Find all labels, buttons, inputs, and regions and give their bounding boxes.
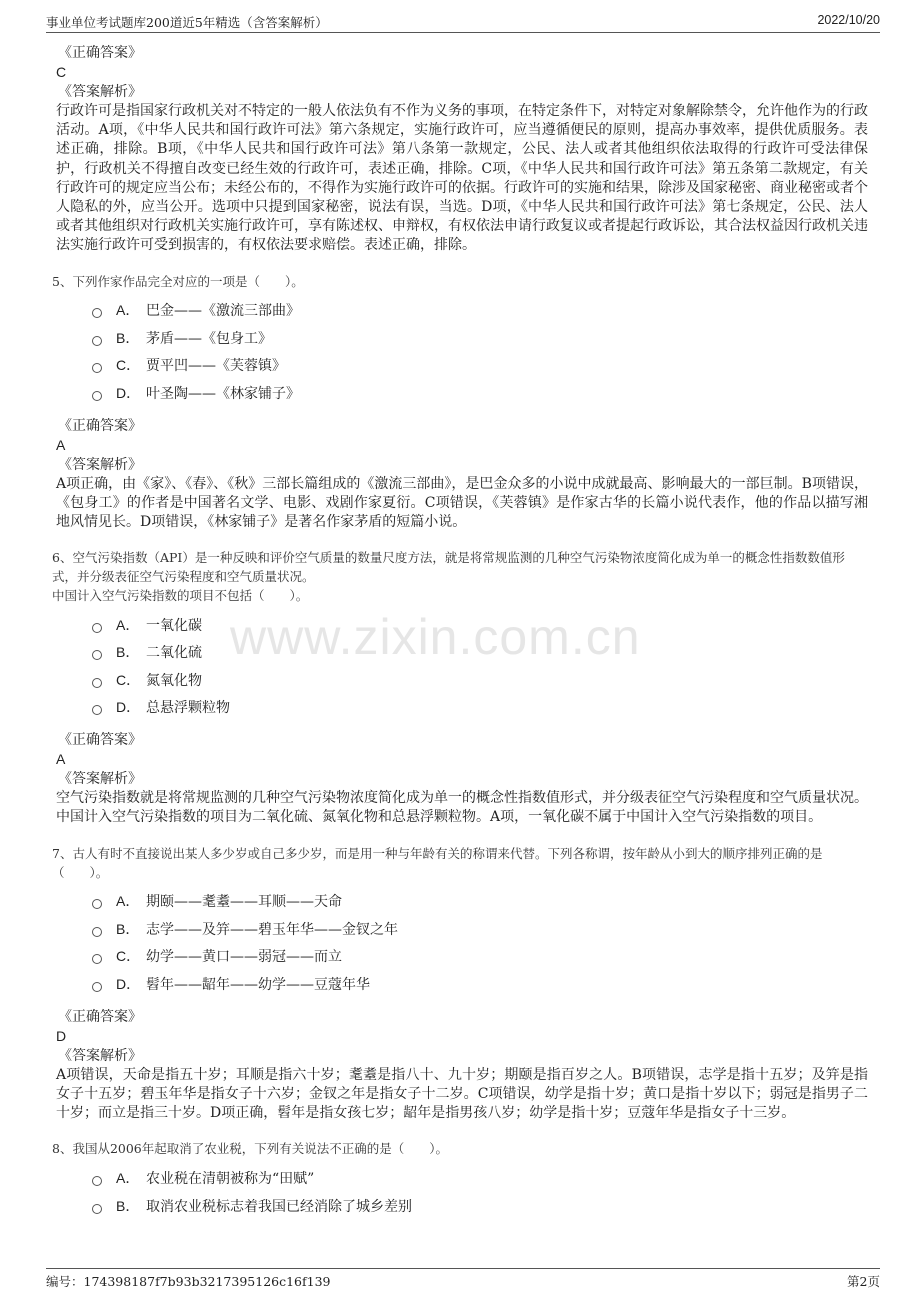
page-header <box>46 12 880 33</box>
question-text: 5、下列作家作品完全对应的一项是（ ）。 <box>52 273 304 289</box>
explanation-label: 《答案解析》 <box>58 771 142 788</box>
question-5 <box>52 272 868 533</box>
correct-answer: A <box>56 436 66 453</box>
option-letter: C． <box>116 948 141 965</box>
option-text: 氮氧化物 <box>146 672 202 689</box>
option-b[interactable] <box>92 639 868 667</box>
option-letter: A． <box>116 302 140 319</box>
option-c[interactable] <box>92 352 868 380</box>
option-text: 巴金——《激流三部曲》 <box>146 303 300 320</box>
explanation-label: 《答案解析》 <box>58 84 142 100</box>
option-c[interactable] <box>92 943 868 971</box>
option-d[interactable] <box>92 379 868 407</box>
option-text: 一氧化碳 <box>146 617 202 634</box>
option-d[interactable] <box>92 694 868 722</box>
option-text: 农业税在清朝被称为“田赋” <box>146 1171 315 1187</box>
radio-icon[interactable] <box>92 899 102 909</box>
option-text: 髫年——龆年——幼学——豆蔻年华 <box>146 976 370 993</box>
option-letter: C． <box>116 671 141 688</box>
option-b[interactable] <box>92 1192 868 1220</box>
explanation-text: 行政许可是指国家行政机关对不特定的一般人依法负有不作为义务的事项，在特定条件下，对特定对象解除禁令，允许他作为的行政活动。A项，《中华人民共和国行政许可法》第六条规定，实施行政许可，应当遵循便民的原则，提高办事效率，提供优质服务。表述正确，排除。B项，《中华人民共和国行政许可法》第八条第一款规定，公民、法人或者其他组织依法取得的行政许可受法律保护，行政机关不得擅自改变已经生效的行政许可，表述正确，排除。C项，《中华人民共和国行政许可法》第五条第二款规定，有关行政许可的规定应当公布；未经公布的，不得作为实施行政许可的依据。行政许可的实施和结果，除涉及国家秘密、商业秘密或者个人隐私的外，应当公开。选项中只提到国家秘密，说法有误，当选。D项，《中华人民共和国行政许可法》第七条规定，公民、法人或者其他组织对行政机关实施行政许可，享有陈述权、申辩权，有权依法申请行政复议或者提起行政诉讼，其合法权益因行政机关违法实施行政许可受到损害的，有权依法要求赔偿。表述正确，排除。 <box>56 103 868 254</box>
page-number: 第2页 <box>847 1274 880 1289</box>
question-text: 8、我国从2006年起取消了农业税，下列有关说法不正确的是（ ）。 <box>52 1141 449 1157</box>
option-a[interactable] <box>92 611 868 639</box>
option-letter: A． <box>116 893 140 910</box>
option-letter: C． <box>116 357 141 374</box>
option-text: 志学——及笄——碧玉年华——金钗之年 <box>146 921 398 938</box>
correct-answer-label: 《正确答案》 <box>58 417 142 434</box>
radio-icon[interactable] <box>92 705 102 715</box>
option-letter: B． <box>116 920 140 937</box>
option-c[interactable] <box>92 666 868 694</box>
radio-icon[interactable] <box>92 650 102 660</box>
page-footer <box>46 1268 880 1289</box>
explanation-text: A项正确，由《家》、《春》、《秋》三部长篇组成的《激流三部曲》，是巴金众多的小说中成就最高、影响最大的一部巨制。B项错误，《包身工》的作者是中国著名文学、电影、戏剧作家夏衍。C项错误，《芙蓉镇》是作家古华的长篇小说代表作，他的作品以描写湘地风情见长。D项错误，《林家铺子》是著名作家茅盾的短篇小说。 <box>56 475 868 531</box>
option-letter: D． <box>116 699 141 716</box>
answer-block-q4 <box>56 44 868 256</box>
correct-answer: C <box>56 64 67 80</box>
radio-icon[interactable] <box>92 308 102 318</box>
question-text: 7、古人有时不直接说出某人多少岁或自己多少岁，而是用一种与年龄有关的称谓来代替。下列各称谓，按年龄从小到大的顺序排列正确的是（ ）。 <box>52 845 823 880</box>
correct-answer-label: 《正确答案》 <box>58 45 142 61</box>
radio-icon[interactable] <box>92 954 102 964</box>
explanation-text: A项错误，天命是指五十岁；耳顺是指六十岁；耄耋是指八十、九十岁；期颐是指百岁之人。B项错误，志学是指十五岁；及笄是指女子十五岁；碧玉年华是指女子十六岁；金钗之年是指女子十二岁。C项错误，幼学是指十岁；黄口是指十岁以下；弱冠是指男子二十岁；而立是指三十岁。D项正确，髫年是指女孩七岁；龆年是指男孩八岁；幼学是指十岁；豆蔻年华是指女子十三岁。 <box>56 1066 868 1122</box>
option-d[interactable] <box>92 970 868 998</box>
option-letter: A． <box>116 1170 140 1186</box>
option-text: 取消农业税标志着我国已经消除了城乡差别 <box>146 1198 412 1215</box>
option-b[interactable] <box>92 324 868 352</box>
question-6 <box>52 548 868 827</box>
radio-icon[interactable] <box>92 678 102 688</box>
option-letter: B． <box>116 644 140 661</box>
serial-number: 编号：174398187f7b93b3217395126c16f139 <box>46 1274 331 1289</box>
explanation-text: 空气污染指数就是将常规监测的几种空气污染物浓度简化成为单一的概念性指数值形式，并分级表征空气污染程度和空气质量状况。中国计入空气污染指数的项目为二氧化硫、氮氧化物和总悬浮颗粒物。A项，一氧化碳不属于中国计入空气污染指数的项目。 <box>56 790 868 826</box>
option-letter: D． <box>116 975 141 992</box>
document-date: 2022/10/20 <box>817 13 880 27</box>
radio-icon[interactable] <box>92 391 102 401</box>
radio-icon[interactable] <box>92 623 102 633</box>
question-7 <box>52 844 868 1124</box>
option-text: 二氧化硫 <box>146 645 202 662</box>
option-letter: B． <box>116 1197 140 1214</box>
option-text: 幼学——黄口——弱冠——而立 <box>146 949 342 966</box>
option-text: 总悬浮颗粒物 <box>146 700 230 717</box>
option-text: 贾平凹——《芙蓉镇》 <box>146 358 286 375</box>
correct-answer: D <box>56 1027 67 1044</box>
option-a[interactable] <box>92 888 868 916</box>
watermark: www.zixin.com.cn <box>230 609 641 665</box>
option-a[interactable] <box>92 297 868 325</box>
main-content <box>52 44 868 1229</box>
option-text: 期颐——耄耋——耳顺——天命 <box>146 894 342 911</box>
explanation-label: 《答案解析》 <box>58 1047 142 1064</box>
options-list <box>92 1164 868 1219</box>
radio-icon[interactable] <box>92 982 102 992</box>
explanation-label: 《答案解析》 <box>58 456 142 473</box>
correct-answer-label: 《正确答案》 <box>58 732 142 749</box>
option-text: 叶圣陶——《林家铺子》 <box>146 385 300 402</box>
option-letter: D． <box>116 384 141 401</box>
question-text: 6、空气污染指数（API）是一种反映和评价空气质量的数量尺度方法，就是将常规监测的几种空气污染物浓度简化成为单一的概念性指数数值形式，并分级表征空气污染程度和空气质量状况。 <box>52 550 845 585</box>
question-8 <box>52 1139 868 1219</box>
option-b[interactable] <box>92 915 868 943</box>
options-list <box>92 611 868 721</box>
option-letter: B． <box>116 329 140 346</box>
correct-answer: A <box>56 751 66 768</box>
options-list <box>92 888 868 998</box>
option-text: 茅盾——《包身工》 <box>146 330 272 347</box>
options-list <box>92 297 868 407</box>
document-title: 事业单位考试题库200道近5年精选（含答案解析） <box>46 15 328 30</box>
option-letter: A． <box>116 616 140 633</box>
option-a[interactable] <box>92 1164 868 1192</box>
radio-icon[interactable] <box>92 927 102 937</box>
radio-icon[interactable] <box>92 1204 102 1214</box>
radio-icon[interactable] <box>92 363 102 373</box>
radio-icon[interactable] <box>92 1176 102 1186</box>
question-prompt: 中国计入空气污染指数的项目不包括（ ）。 <box>52 588 309 604</box>
radio-icon[interactable] <box>92 336 102 346</box>
correct-answer-label: 《正确答案》 <box>58 1008 142 1025</box>
